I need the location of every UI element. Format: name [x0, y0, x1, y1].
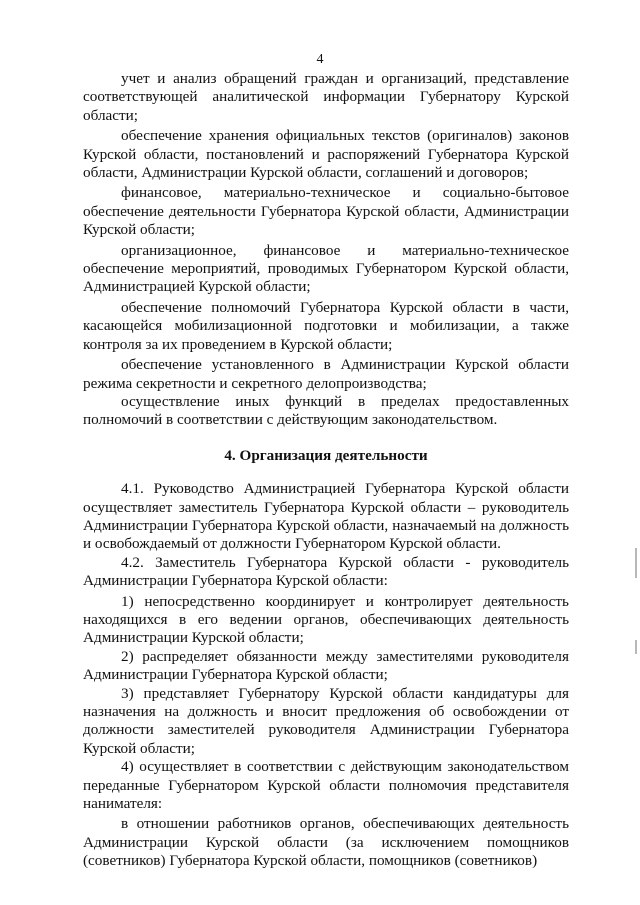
paragraph-secrecy-regime: обеспечение установленного в Администрации Курской области режима секретности и секретного делопроизводства;: [83, 356, 569, 392]
section-heading: 4. Организация деятельности: [224, 446, 428, 464]
page-number: 4: [316, 52, 324, 67]
paragraph-financial-support: финансовое, материально-техническое и социально-бытовое обеспечение деятельности Губернатора Курской области, Администрации Курской области;: [83, 184, 569, 239]
list-item-2: 2) распределяет обязанности между заместителями руководителя Администрации Губернатора Курской области;: [83, 647, 569, 684]
paragraph-document-storage: обеспечение хранения официальных текстов (оригиналов) законов Курской области, постановлений и распоряжений Губернатора Курской области, Администрации Курской области, соглашений и договоров;: [83, 127, 569, 182]
list-item-3: 3) представляет Губернатору Курской области кандидатуры для назначения на должность и вносит предложения об освобождении от должности заместителей руководителя Администрации Губернатора Курской области;: [83, 684, 569, 757]
list-item-4: 4) осуществляет в соответствии с действующим законодательством переданные Губернатором Курской области полномочия представителя нанимателя:: [83, 758, 569, 813]
list-item-1: 1) непосредственно координирует и контролирует деятельность находящихся в его ведении органов, обеспечивающих деятельность Администрации Курской области;: [83, 592, 569, 647]
paragraph-other-functions: осуществление иных функций в пределах предоставленных полномочий в соответствии с действующим законодательством.: [83, 392, 569, 429]
paragraph-mobilization: обеспечение полномочий Губернатора Курской области в части, касающейся мобилизационной подготовки и мобилизации, а также контроля за их проведением в Курской области;: [83, 298, 569, 353]
paragraph-4-1: 4.1. Руководство Администрацией Губернатора Курской области осуществляет заместитель Губернатора Курской области – руководитель Администрации Губернатора Курской области, назначаемый на должность и освобождаемый от должности Губернатором Курской области.: [83, 480, 569, 553]
paragraph-organizational-support: организационное, финансовое и материально-техническое обеспечение мероприятий, проводимых Губернатором Курской области, Администрацией Курской области;: [83, 241, 569, 296]
paragraph-employees: в отношении работников органов, обеспечивающих деятельность Администрации Курской области (за исключением помощников (советников) Губернатора Курской области, помощников (советников): [83, 815, 569, 870]
scan-artifact-mark: [635, 548, 637, 578]
paragraph-4-2: 4.2. Заместитель Губернатора Курской области - руководитель Администрации Губернатора Курской области:: [83, 553, 569, 590]
document-body: [83, 70, 569, 871]
scan-artifact-mark: [635, 640, 637, 654]
paragraph-citizen-appeals: учет и анализ обращений граждан и организаций, представление соответствующей аналитической информации Губернатору Курской области;: [83, 70, 569, 124]
